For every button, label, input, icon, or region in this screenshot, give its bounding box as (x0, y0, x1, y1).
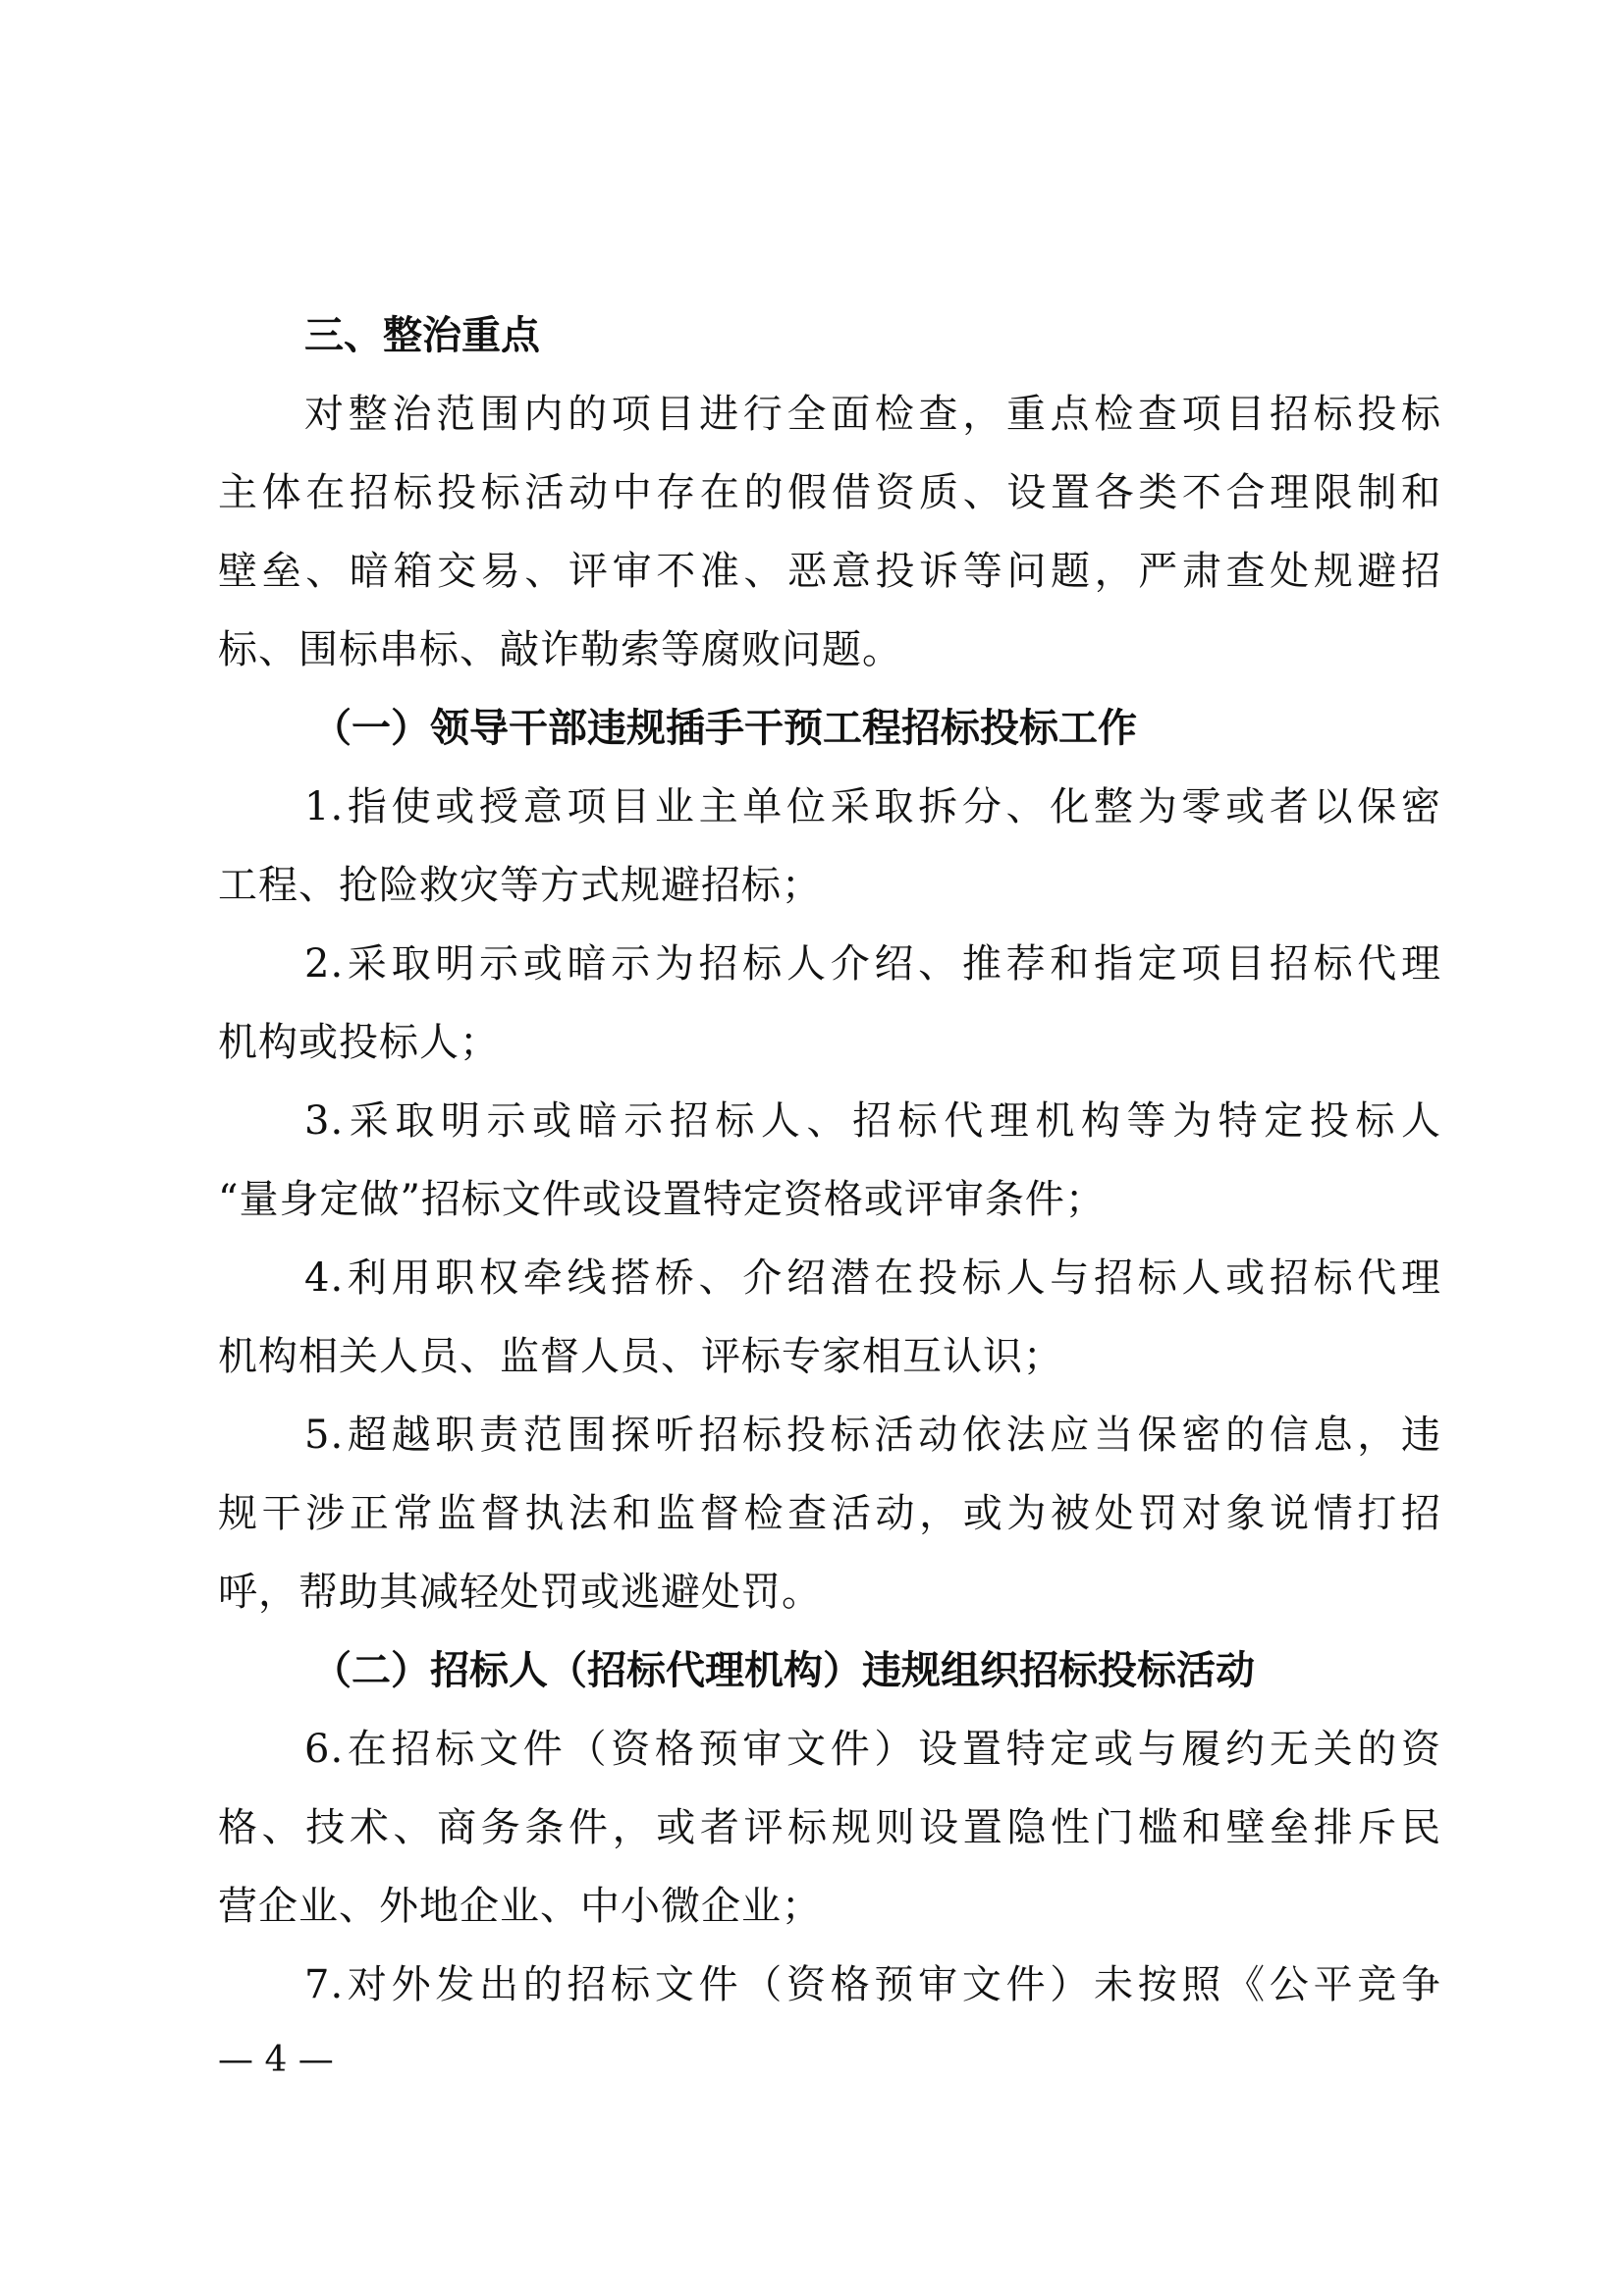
text-line: 机构或投标人； (218, 1020, 500, 1065)
text-line: 7.对外发出的招标文件（资格预审文件）未按照《公平竞争 (304, 1962, 1441, 2007)
text-line: 2.采取明示或暗示为招标人介绍、推荐和指定项目招标代理 (304, 941, 1441, 987)
subsection-heading-2: （二）招标人（招标代理机构）违规组织招标投标活动 (312, 1647, 1255, 1693)
item-4-paragraph (218, 1239, 1441, 1396)
text-line: “量身定做”招标文件或设置特定资格或评审条件； (218, 1177, 1106, 1222)
text-line: 壁垒、暗箱交易、评审不准、恶意投诉等问题，严肃查处规避招 (218, 549, 1441, 594)
text-line: 格、技术、商务条件，或者评标规则设置隐性门槛和壁垒排斥民 (218, 1805, 1441, 1850)
subsection-heading-1: （一）领导干部违规插手干预工程招标投标工作 (312, 705, 1137, 751)
text-line: 4.利用职权牵线搭桥、介绍潜在投标人与招标人或招标代理 (304, 1255, 1441, 1301)
item-5-paragraph (218, 1396, 1441, 1631)
text-line: 规干涉正常监督执法和监督检查活动，或为被处罚对象说情打招 (218, 1491, 1441, 1536)
text-line: 工程、抢险救灾等方式规避招标； (218, 863, 822, 908)
intro-paragraph (218, 375, 1441, 689)
text-line: 5.超越职责范围探听招标投标活动依法应当保密的信息，违 (304, 1413, 1441, 1458)
text-line: 机构相关人员、监督人员、评标专家相互认识； (218, 1334, 1063, 1379)
item-3-paragraph (218, 1082, 1441, 1239)
item-2-paragraph (218, 925, 1441, 1082)
item-7-paragraph (218, 1946, 1441, 2024)
text-line: 营企业、外地企业、中小微企业； (218, 1884, 822, 1929)
text-line: 1.指使或授意项目业主单位采取拆分、化整为零或者以保密 (304, 784, 1441, 829)
item-6-paragraph (218, 1710, 1441, 1946)
section-heading: 三、整治重点 (304, 313, 540, 358)
text-line: 呼，帮助其减轻处罚或逃避处罚。 (218, 1570, 822, 1615)
item-1-paragraph (218, 768, 1441, 925)
text-line: 3.采取明示或暗示招标人、招标代理机构等为特定投标人 (304, 1098, 1441, 1144)
text-line: 对整治范围内的项目进行全面检查，重点检查项目招标投标 (304, 392, 1441, 437)
text-line: 主体在招标投标活动中存在的假借资质、设置各类不合理限制和 (218, 470, 1441, 515)
document-body (218, 296, 1441, 2024)
text-line: 6.在招标文件（资格预审文件）设置特定或与履约无关的资 (304, 1727, 1441, 1772)
page-number: — 4 — (218, 2040, 334, 2080)
text-line: 标、围标串标、敲诈勒索等腐败问题。 (218, 627, 902, 672)
